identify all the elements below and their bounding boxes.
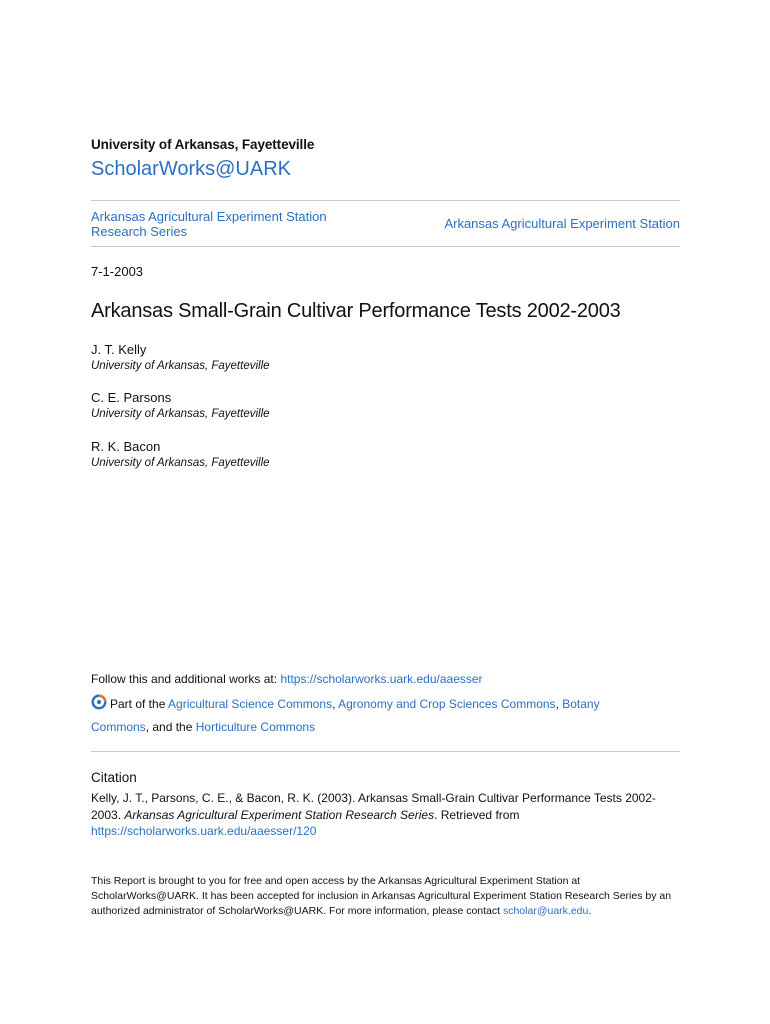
repository-link[interactable]: ScholarWorks@UARK: [91, 158, 291, 180]
author-block: [91, 390, 270, 420]
open-access-icon: [91, 694, 107, 717]
divider: [91, 246, 680, 247]
author-block: [91, 439, 270, 469]
author-affiliation: University of Arkansas, Fayetteville: [91, 457, 270, 469]
part-of-line: [91, 694, 651, 738]
part-of-prefix: Part of the: [110, 697, 169, 711]
follow-url-link[interactable]: https://scholarworks.uark.edu/aaesser: [280, 672, 483, 686]
document-title: Arkansas Small-Grain Cultivar Performance Tests 2002-2003: [91, 300, 621, 322]
access-statement-end: .: [588, 905, 592, 917]
author-block: [91, 342, 270, 372]
access-statement-text: This Report is brought to you for free and open access by the Arkansas Agricultural Experiment Station at ScholarWorks@UARK. It has been accepted for inclusion in Arkansas Agricultural Experiment Station Research Series by an authorized administrator of ScholarWorks@UARK. For more information, please contact: [91, 875, 672, 917]
author-name: J. T. Kelly: [91, 342, 147, 357]
separator: , and the: [145, 720, 196, 734]
citation-text: [91, 790, 680, 840]
divider: [91, 200, 680, 201]
series-link[interactable]: Arkansas Agricultural Experiment Station Research Series: [91, 209, 327, 239]
access-statement: [91, 874, 680, 919]
citation-url-link[interactable]: https://scholarworks.uark.edu/aaesser/120: [91, 824, 317, 838]
department-link[interactable]: Arkansas Agricultural Experiment Station: [444, 216, 680, 231]
follow-line: [91, 672, 483, 686]
author-name: R. K. Bacon: [91, 439, 161, 454]
publication-date: 7-1-2003: [91, 264, 144, 279]
author-affiliation: University of Arkansas, Fayetteville: [91, 360, 270, 372]
follow-prefix: Follow this and additional works at:: [91, 672, 281, 686]
author-affiliation: University of Arkansas, Fayetteville: [91, 408, 270, 420]
citation-main: Kelly, J. T., Parsons, C. E., & Bacon, R. K. (2003). Arkansas Small-Grain Cultivar Performance Tests 2002-2003.: [91, 791, 656, 822]
commons-link-horticulture[interactable]: Horticulture Commons: [195, 720, 316, 734]
divider: [91, 751, 680, 752]
citation-retrieved: . Retrieved from: [434, 807, 520, 822]
contact-email-link[interactable]: scholar@uark.edu: [502, 905, 589, 917]
separator: ,: [555, 697, 563, 711]
institution-name: University of Arkansas, Fayetteville: [91, 137, 315, 152]
commons-link-botany[interactable]: Botany Commons: [91, 697, 600, 734]
author-name: C. E. Parsons: [91, 390, 172, 405]
commons-link-agronomy[interactable]: Agronomy and Crop Sciences Commons: [338, 697, 556, 711]
citation-series: Arkansas Agricultural Experiment Station Research Series: [124, 807, 435, 822]
citation-heading: Citation: [91, 770, 137, 785]
commons-link-agricultural-science[interactable]: Agricultural Science Commons: [168, 697, 333, 711]
separator: ,: [332, 697, 339, 711]
